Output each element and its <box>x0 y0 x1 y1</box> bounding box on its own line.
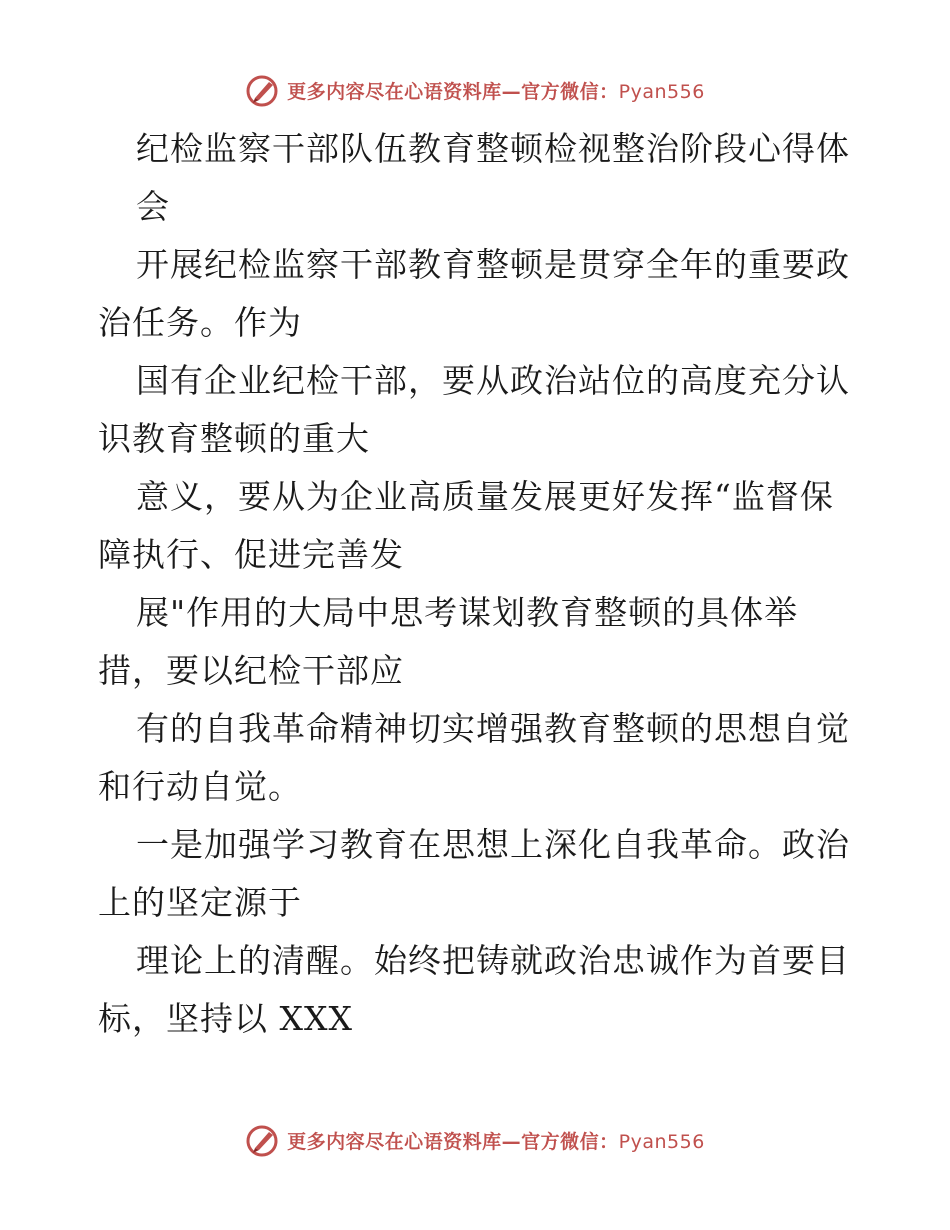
text-line: 治任务。作为 <box>98 303 302 342</box>
text-line: 和行动自觉。 <box>98 767 302 806</box>
text-line: 识教育整顿的重大 <box>98 419 370 458</box>
text-line: 一是加强学习教育在思想上深化自我革命。政治 <box>136 825 850 864</box>
watermark-text: 更多内容尽在心语资料库—官方微信：Pyan556 <box>287 80 705 103</box>
pen-logo-icon <box>245 72 281 108</box>
text-line: 纪检监察干部队伍教育整顿检视整治阶段心得体 <box>136 129 850 168</box>
pen-logo-icon <box>245 1122 281 1158</box>
document-body <box>98 120 858 1048</box>
text-line: 有的自我革命精神切实增强教育整顿的思想自觉 <box>136 709 850 748</box>
text-line: 意义，要从为企业高质量发展更好发挥“监督保 <box>136 477 834 516</box>
text-line: 措，要以纪检干部应 <box>98 651 404 690</box>
text-line: 展"作用的大局中思考谋划教育整顿的具体举 <box>136 593 799 632</box>
watermark-text: 更多内容尽在心语资料库—官方微信：Pyan556 <box>287 1130 705 1153</box>
text-line: 会 <box>136 187 170 226</box>
watermark-footer <box>0 1120 950 1160</box>
text-line: 上的坚定源于 <box>98 883 302 922</box>
watermark-header <box>0 70 950 110</box>
text-line: 国有企业纪检干部，要从政治站位的高度充分认 <box>136 361 850 400</box>
text-line: 标，坚持以 XXX <box>98 999 353 1038</box>
text-line: 障执行、促进完善发 <box>98 535 404 574</box>
text-line: 开展纪检监察干部教育整顿是贯穿全年的重要政 <box>136 245 850 284</box>
text-line: 理论上的清醒。始终把铸就政治忠诚作为首要目 <box>136 941 850 980</box>
